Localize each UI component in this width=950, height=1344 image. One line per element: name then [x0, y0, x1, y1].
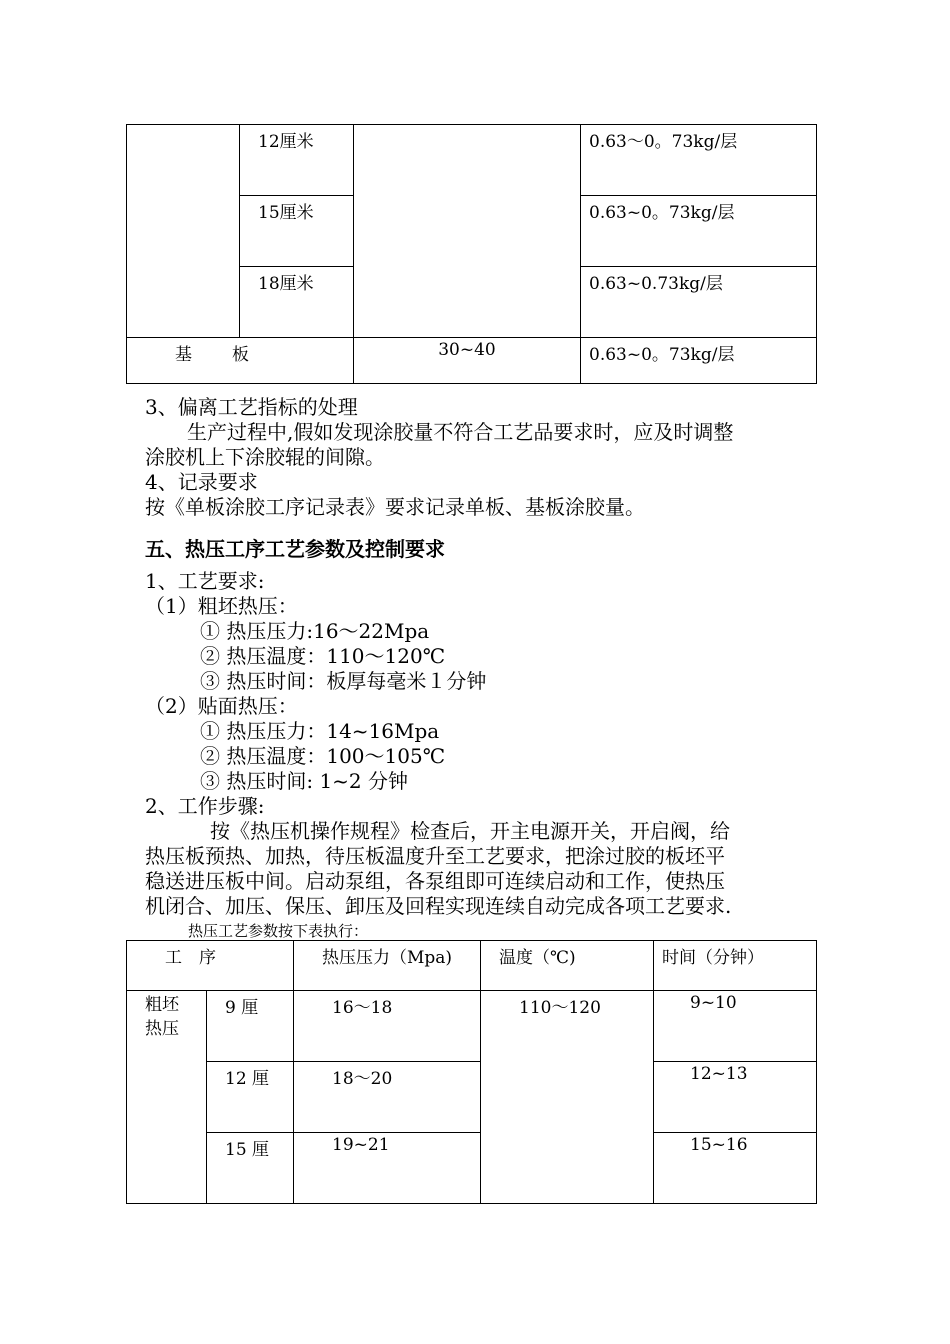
table-row: [127, 1062, 817, 1133]
paragraph-line: 机闭合、加压、保压、卸压及回程实现连续自动完成各项工艺要求.: [145, 894, 732, 918]
table-cell: 15厘米: [240, 196, 354, 267]
table-cell: 0.63～0。73kg/层: [581, 125, 817, 196]
group-label: 粗坯: [145, 995, 179, 1015]
table-cell: 18厘米: [240, 267, 354, 338]
table-cell: 0.63~0。73kg/层: [581, 338, 817, 384]
base-label-a: 基: [175, 345, 192, 365]
paragraph-line: 按《单板涂胶工序记录表》要求记录单板、基板涂胶量。: [145, 495, 645, 519]
section-title: 1、工艺要求:: [145, 569, 265, 593]
table-cell: 15~16: [654, 1133, 817, 1204]
table-row: [127, 991, 817, 1062]
table-cell: 30~40: [354, 338, 581, 384]
table-cell: 18～20: [294, 1062, 481, 1133]
table-cell: 16～18: [294, 991, 481, 1062]
table-header-cell: 工 序: [127, 941, 294, 991]
paragraph-line: 稳送进压板中间。启动泵组，各泵组即可连续启动和工作，使热压: [145, 869, 725, 893]
table-cell: 9~10: [654, 991, 817, 1062]
list-item: ③ 热压时间：板厚每毫米１分钟: [200, 669, 487, 693]
list-item: ② 热压温度：110～120℃: [200, 644, 446, 668]
table-row: [127, 338, 817, 384]
table-cell: 12厘米: [240, 125, 354, 196]
paragraph-line: 涂胶机上下涂胶辊的间隙。: [145, 445, 385, 469]
table-cell: 19~21: [294, 1133, 481, 1204]
table-header-cell: 时间（分钟）: [654, 941, 817, 991]
table-caption: 热压工艺参数按下表执行：: [188, 922, 369, 940]
table-header-cell: 热压压力（Mpa): [294, 941, 481, 991]
paragraph-line: 按《热压机操作规程》检查后，开主电源开关，开启阀，给: [210, 819, 730, 843]
table-header-cell: 温度（℃): [481, 941, 654, 991]
glue-spread-table: [126, 124, 817, 384]
table-cell: 15 厘: [207, 1133, 294, 1204]
table-cell: 9 厘: [207, 991, 294, 1062]
section-title: 2、工作步骤:: [145, 794, 265, 818]
subsection-title: （1）粗坯热压：: [145, 594, 298, 618]
group-label: 热压: [145, 1019, 179, 1039]
table-cell: [354, 125, 581, 338]
paragraph-line: 生产过程中,假如发现涂胶量不符合工艺品要求时，应及时调整: [187, 420, 734, 444]
section-title: 3、偏离工艺指标的处理: [145, 395, 358, 419]
table-cell: [127, 338, 354, 384]
table-cell: 0.63~0。73kg/层: [581, 196, 817, 267]
list-item: ① 热压压力:16～22Mpa: [200, 619, 430, 643]
base-label-b: 板: [232, 345, 249, 365]
list-item: ② 热压温度：100～105℃: [200, 744, 446, 768]
table-row: [127, 1133, 817, 1204]
list-item: ① 热压压力：14~16Mpa: [200, 719, 440, 743]
paragraph-line: 热压板预热、加热，待压板温度升至工艺要求，把涂过胶的板坯平: [145, 844, 725, 868]
subsection-title: （2）贴面热压：: [145, 694, 298, 718]
table-cell: 12~13: [654, 1062, 817, 1133]
table-cell: [127, 991, 207, 1204]
table-cell: 110～120: [481, 991, 654, 1204]
chapter-heading: 五、热压工序工艺参数及控制要求: [145, 537, 445, 561]
table-row: [127, 125, 817, 196]
section-title: 4、记录要求: [145, 470, 258, 494]
table-cell: [127, 125, 240, 338]
hot-press-table: [126, 940, 817, 1204]
table-cell: 0.63~0.73kg/层: [581, 267, 817, 338]
table-header-row: [127, 941, 817, 991]
list-item: ③ 热压时间: 1~2 分钟: [200, 769, 409, 793]
table-cell: 12 厘: [207, 1062, 294, 1133]
